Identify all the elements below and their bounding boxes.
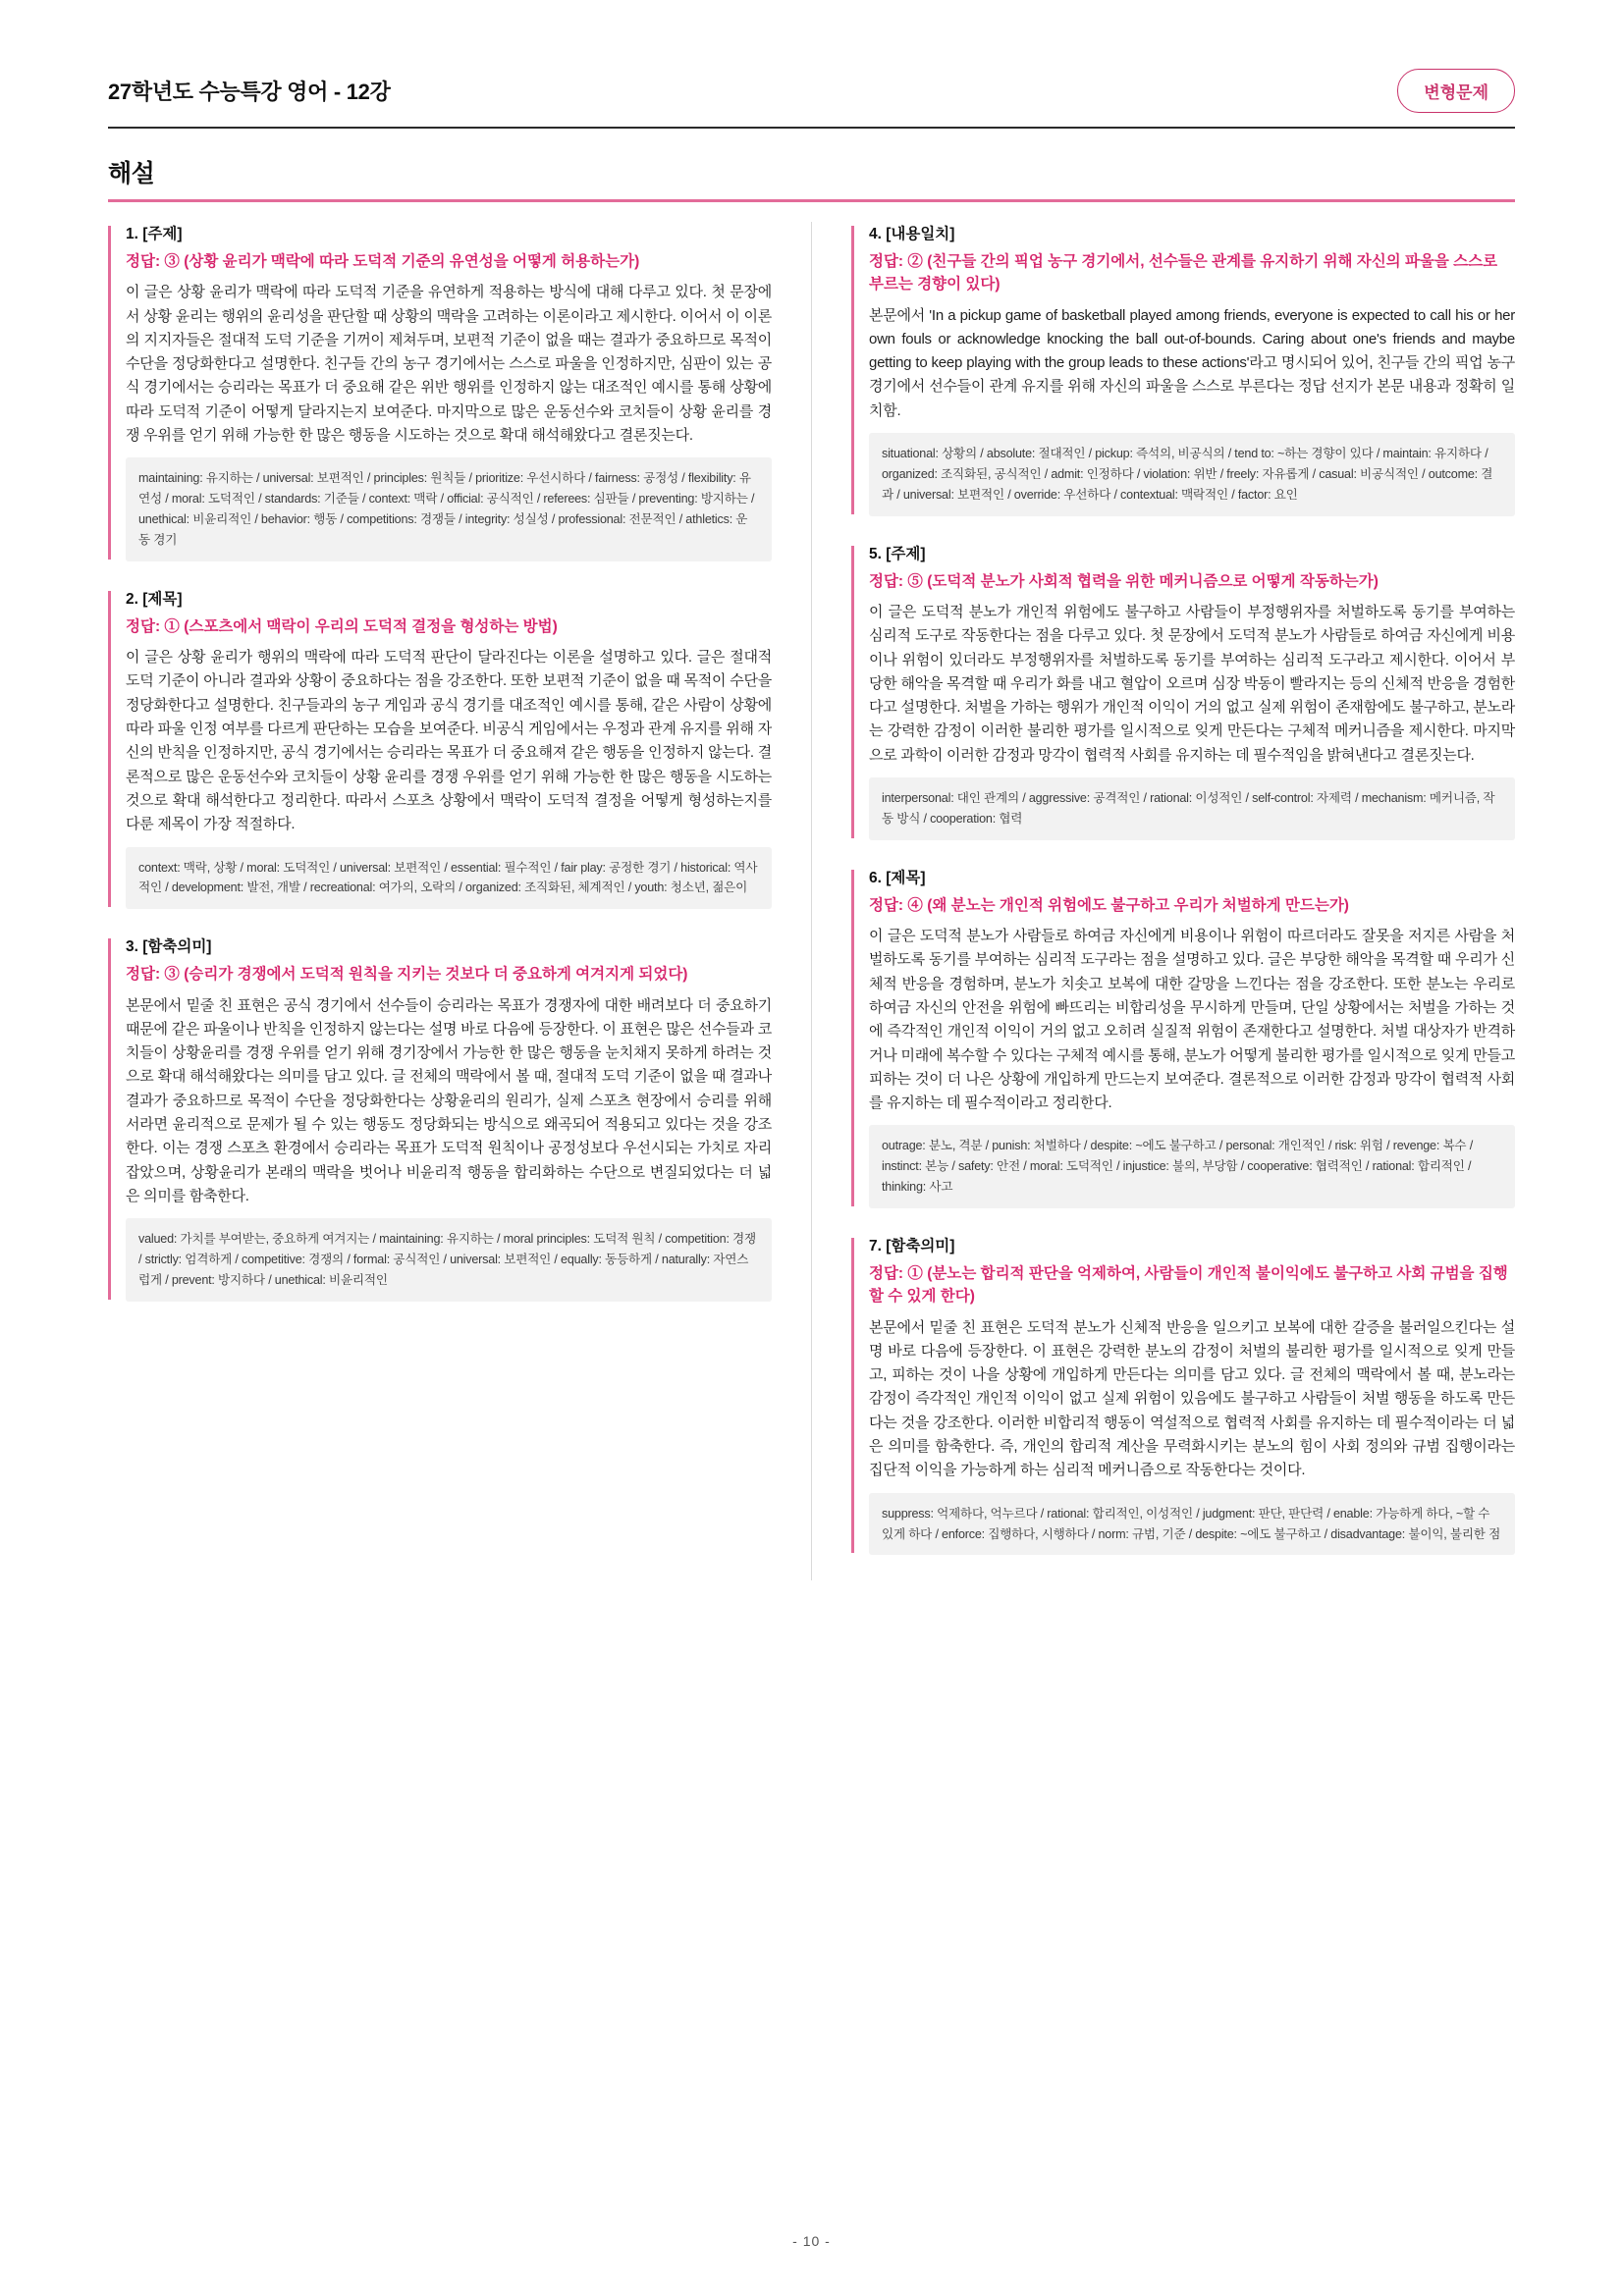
header-title: 27학년도 수능특강 영어 - 12강 [108, 80, 391, 104]
item-vocabulary: situational: 상황의 / absolute: 절대적인 / pickup: 즉석의, 비공식의 / tend to: ~하는 경향이 있다 / maintain: 유지하다 / organized: 조직화된, 공식적인 / admit: 인정하다 / violation: 위반 / freely: 자유롭게 / casual: 비공식적인 / outcome: 결과 / universal: 보편적인 / override: 우선하다 / contextual: 맥락적인 / factor: 요인 [869, 433, 1515, 516]
item-heading: 3. [함축의미] [126, 938, 212, 956]
item-vocabulary: suppress: 억제하다, 억누르다 / rational: 합리적인, 이성적인 / judgment: 판단, 판단력 / enable: 가능하게 하다, ~할 수 있게 하다 / enforce: 집행하다, 시행하다 / norm: 규범, 기준 / despite: ~에도 불구하고 / disadvantage: 불이익, 불리한 점 [869, 1493, 1515, 1556]
item-answer: 정답: ③ (승리가 경쟁에서 도덕적 원칙을 지키는 것보다 더 중요하게 여겨지게 되었다) [126, 966, 688, 984]
item-answer: 정답: ⑤ (도덕적 분노가 사회적 협력을 위한 메커니즘으로 어떻게 작동하는가) [868, 572, 1379, 590]
item-answer: 정답: ② (친구들 간의 픽업 농구 경기에서, 선수들은 관계를 유지하기 위해 자신의 파울을 스스로 부르는 경향이 있다) [868, 253, 1498, 294]
item-body: 이 글은 도덕적 분노가 개인적 위험에도 불구하고 사람들이 부정행위자를 처벌하도록 동기를 부여하는 심리적 도구로 작동한다는 점을 다루고 있다. 첫 문장에서 도덕적 분노가 사람들로 하여금 자신에게 비용이나 위험이 있더라도 부정행위자를 처벌하도록 동기를 부여하는 심리적 도구라고 제시한다. 이어서 부당한 해악을 목격할 때 우리가 화를 내고 혈압이 오르며 심장 박동이 빨라지는 등의 신체적 반응을 경험한다고 설명한다. 처벌을 가하는 행위가 개인적 이익이 거의 없고 실제 위험이 존재함에도 불구하고, 분노라는 강력한 감정이 이러한 불리한 평가를 일시적으로 잊게 만든다는 구체적 메커니즘을 제시한다. 마지막으로 과학이 이러한 감정과 망각이 협력적 사회를 유지하는 데 필수적임을 밝혀낸다고 결론짓는다. [868, 603, 1515, 764]
item-body: 이 글은 도덕적 분노가 사람들로 하여금 자신에게 비용이나 위험이 따르더라도 잘못을 저지른 사람을 처벌하도록 동기를 부여하는 심리적 도구라는 점을 설명하고 있다. 글은 부당한 해악을 목격할 때 우리가 신체적 반응을 경험하며, 분노가 치솟고 보복에 대한 갈망을 느낀다는 점을 강조한다. 또한 분노는 우리로 하여금 자신의 안전을 위험에 빠뜨리는 비합리성을 무시하게 만들며, 단일 상황에서는 처벌을 가하는 것에 즉각적인 개인적 이익이 거의 없고 오히려 실질적 위험이 존재한다고 설명한다. 처벌 대상자가 반격하거나 미래에 복수할 수 있다는 구체적 예시를 통해, 분노가 어떻게 불리한 평가를 일시적으로 잊게 만들고 피하는 것이 더 나은 상황에 개입하게 만드는지 보여준다. 결론적으로 이러한 감정과 망각이 협력적 사회를 유지하는 데 필수적이라고 정리한다. [868, 928, 1515, 1112]
item-vocabulary: valued: 가치를 부여받는, 중요하게 여겨지는 / maintaining: 유지하는 / moral principles: 도덕적 원칙 / competition: 경쟁 / strictly: 엄격하게 / competitive: 경쟁의 / formal: 공식적인 / universal: 보편적인 / equally: 동등하게 / naturally: 자연스럽게 / prevent: 방지하다 / unethical: 비윤리적인 [126, 1218, 772, 1302]
item-heading: 5. [주제] [868, 545, 926, 562]
item-heading: 4. [내용일치] [868, 226, 955, 242]
item-heading: 6. [제목] [868, 869, 926, 886]
item-vocabulary: context: 맥락, 상황 / moral: 도덕적인 / universal: 보편적인 / essential: 필수적인 / fair play: 공정한 경기 / historical: 역사적인 / development: 발전, 개발 / recreational: 여가의, 오락의 / organized: 조직화된, 체계적인 / youth: 청소년, 젊은이 [126, 847, 772, 910]
variant-problem-badge: 변형문제 [1397, 69, 1515, 113]
item-body: 본문에서 'In a pickup game of basketball played among friends, everyone is expected to call his or her own fouls or acknowledge knocking the ball out-of-bounds. Caring about one's friends and maybe getting to keep playing with the group leads to these actions'라고 명시되어 있어, 친구들 간의 픽업 농구 경기에서 선수들이 관계 유지를 위해 자신의 파울을 스스로 부른다는 정답 선지가 본문 내용과 정확히 일치함. [868, 306, 1515, 419]
item-body: 본문에서 밑줄 친 표현은 도덕적 분노가 신체적 반응을 일으키고 보복에 대한 갈증을 불러일으킨다는 설명 바로 다음에 등장한다. 이 표현은 강력한 분노의 감정이 처벌의 불리한 평가를 일시적으로 잊게 만들고, 피하는 것이 나을 상황에 개입하게 만든다는 의미를 담고 있다. 글 전체의 맥락에서 볼 때, 분노라는 감정이 즉각적인 개인적 이익이 없고 실제 위험이 있음에도 불구하고 사람들이 처벌 행동을 하도록 만든다는 것을 강조한다. 이러한 비합리적 행동이 역설적으로 협력적 사회를 유지하는 데 필수적이라는 더 넓은 의미를 함축한다. 즉, 개인의 합리적 계산을 무력화시키는 분노의 힘이 사회 정의와 규범 집행이라는 집단적 이익을 가능하게 하는 심리적 메커니즘으로 작동한다는 것이다. [868, 1318, 1515, 1479]
item-answer: 정답: ① (스포츠에서 맥락이 우리의 도덕적 결정을 형성하는 방법) [126, 617, 558, 635]
item-vocabulary: interpersonal: 대인 관계의 / aggressive: 공격적인 / rational: 이성적인 / self-control: 자제력 / mechanism: 메커니즘, 작동 방식 / cooperation: 협력 [869, 777, 1515, 840]
explanation-item [851, 866, 1515, 1208]
item-heading: 2. [제목] [126, 590, 183, 608]
item-vocabulary: outrage: 분노, 격분 / punish: 처벌하다 / despite: ~에도 불구하고 / personal: 개인적인 / risk: 위험 / revenge: 복수 / instinct: 본능 / safety: 안전 / moral: 도덕적인 / injustice: 불의, 부당함 / cooperative: 협력적인 / rational: 합리적인 / thinking: 사고 [869, 1125, 1515, 1208]
page-header [108, 69, 1515, 129]
content-columns [108, 222, 1515, 1580]
item-body: 본문에서 밑줄 친 표현은 공식 경기에서 선수들이 승리라는 목표가 경쟁자에 대한 배려보다 더 중요하기 때문에 같은 파울이나 반칙을 인정하지 않는다는 설명 바로 다음에 등장한다. 이 표현은 많은 선수들과 코치들이 상황윤리를 경쟁 우위를 얻기 위해 경기장에서 가능한 한 많은 행동을 눈치채지 못하게 하려는 것으로 확대 해석해왔다는 의미를 담고 있다. 글 전체의 맥락에서 볼 때, 절대적 도덕 기준이 없을 때 결과나 결과가 중요하므로 목적이 수단을 정당화한다는 상황윤리의 원리가, 실제 스포츠 현장에서 승리를 위해서라면 윤리적으로 문제가 될 수 있는 행동도 정당화되는 방식으로 왜곡되어 적용되고 있다는 것을 강조한다. 이는 경쟁 스포츠 환경에서 승리라는 목표가 도덕적 원칙이나 공정성보다 우선시되는 가치로 자리 잡았으며, 상황윤리가 본래의 맥락을 벗어나 비윤리적 행동을 합리화하는 수단으로 변질되었다는 더 넓은 의미를 함축한다. [126, 996, 773, 1204]
item-heading: 1. [주제] [126, 226, 183, 242]
section-title: 해설 [108, 160, 155, 187]
right-column [851, 222, 1515, 1580]
item-answer: 정답: ③ (상황 윤리가 맥락에 따라 도덕적 기준의 유연성을 어떻게 허용하는가) [126, 253, 640, 270]
column-divider [811, 222, 812, 1580]
explanation-item [851, 222, 1515, 516]
item-answer: 정답: ④ (왜 분노는 개인적 위험에도 불구하고 우리가 처벌하게 만드는가) [868, 896, 1349, 914]
explanation-item [108, 934, 772, 1302]
item-answer: 정답: ① (분노는 합리적 판단을 억제하여, 사람들이 개인적 불이익에도 불구하고 사회 규범을 집행할 수 있게 한다) [868, 1265, 1508, 1306]
left-column [108, 222, 772, 1580]
item-heading: 7. [함축의미] [868, 1238, 955, 1255]
explanation-item [108, 587, 772, 909]
explanation-item [851, 542, 1515, 840]
item-body: 이 글은 상황 윤리가 맥락에 따라 도덕적 기준을 유연하게 적용하는 방식에 대해 다루고 있다. 첫 문장에서 상황 윤리는 행위의 윤리성을 판단할 때 상황의 맥락을 고려하는 이론이라고 제시한다. 이어서 이 이론의 지지자들은 절대적 도덕 기준을 기꺼이 제쳐두며, 보편적 기준이 없을 때는 결과가 중요하므로 목적이 수단을 정당화한다고 설명한다. 친구들 간의 농구 경기에서는 스스로 파울을 인정하지만, 심판이 있는 공식 경기에서는 승리라는 목표가 더 중요해 같은 위반 행위를 인정하지 않는 대조적인 예시를 통해 상황에 따라 도덕적 기준이 어떻게 달라지는지 보여준다. 마지막으로 많은 운동선수와 코치들이 상황 윤리를 경쟁 우위를 얻기 위해 가능한 한 많은 행동을 시도하는 것으로 확대 해석해왔다고 결론짓는다. [126, 284, 773, 445]
item-body: 이 글은 상황 윤리가 행위의 맥락에 따라 도덕적 판단이 달라진다는 이론을 설명하고 있다. 글은 절대적 도덕 기준이 아니라 결과와 상황이 중요하다는 점을 강조한다. 또한 보편적 기준이 없을 때 목적이 수단을 정당화한다고 설명한다. 친구들과의 농구 게임과 공식 경기를 대조적인 예시를 통해, 같은 사람이 상황에 따라 파울 인정 여부를 다르게 판단하는 모습을 보여준다. 비공식 게임에서는 우정과 관계 유지를 위해 자신의 반칙을 인정하지만, 공식 경기에서는 승리라는 목표가 더 중요해져 같은 행동을 인정하지 않는다. 결론적으로 많은 운동선수와 코치들이 상황 윤리를 경쟁 우위를 얻기 위해 가능한 한 많은 행동을 시도하는 것으로 확대 해석한다고 정리한다. 따라서 스포츠 상황에서 맥락이 도덕적 결정을 어떻게 형성하는지를 다룬 제목이 가장 적절하다. [126, 649, 773, 833]
explanation-item [851, 1234, 1515, 1555]
item-vocabulary: maintaining: 유지하는 / universal: 보편적인 / principles: 원칙들 / prioritize: 우선시하다 / fairness: 공정성 / flexibility: 유연성 / moral: 도덕적인 / standards: 기준들 / context: 맥락 / official: 공식적인 / referees: 심판들 / preventing: 방지하는 / unethical: 비윤리적인 / behavior: 행동 / competitions: 경쟁들 / integrity: 성실성 / professional: 전문적인 / athletics: 운동 경기 [126, 457, 772, 561]
page-number: - 10 - [792, 2233, 831, 2249]
section-divider [108, 199, 1515, 202]
explanation-item [108, 222, 772, 561]
